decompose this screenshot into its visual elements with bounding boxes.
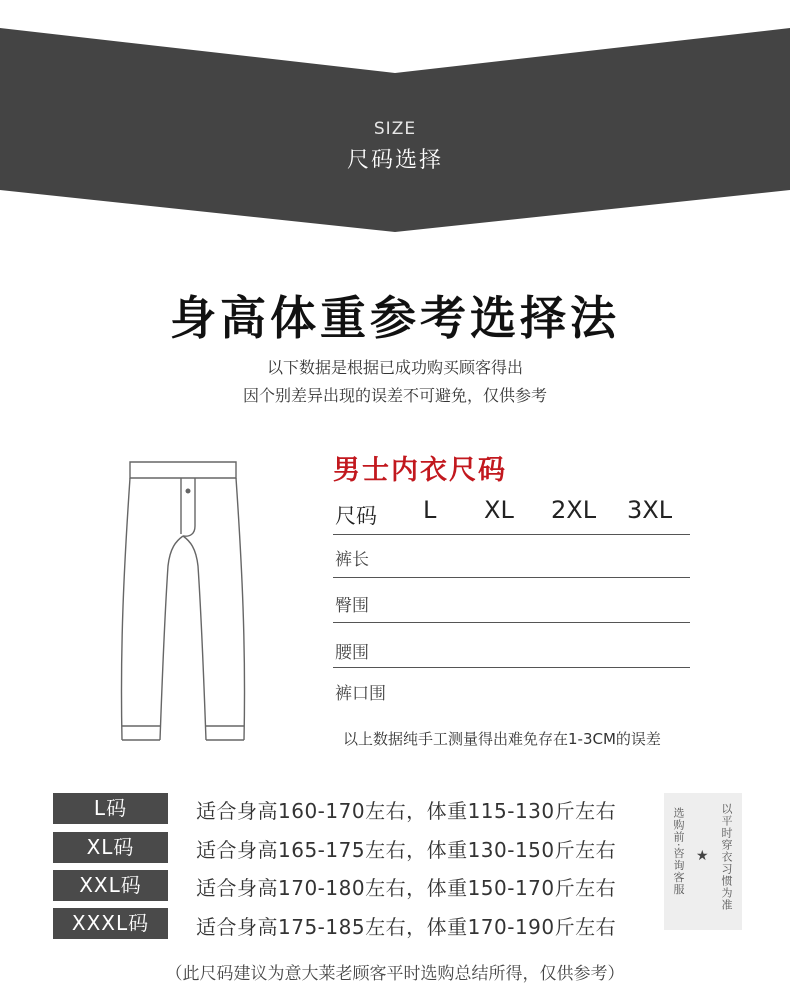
size-tag-XL: XL码	[53, 832, 168, 863]
long-johns-illustration	[118, 456, 248, 750]
size-chart-title: 男士内衣尺码	[333, 455, 507, 486]
header-2XL: 2XL	[551, 496, 597, 524]
measurement-note: 以上数据纯手工测量得出难免存在1-3CM的误差	[343, 730, 661, 748]
row-pants-length: 裤长	[335, 550, 369, 570]
size-desc-XXL: 适合身高170-180左右，体重150-170斤左右	[196, 876, 617, 900]
page-title: 身高体重参考选择法	[170, 291, 620, 345]
footer-note: （此尺码建议为意大莱老顾客平时选购总结所得，仅供参考）	[165, 964, 625, 984]
advice-consult: 选购前·咨询客服	[672, 807, 685, 896]
subtitle-line-1: 以下数据是根据已成功购买顾客得出	[266, 358, 523, 377]
advice-habit: 以平时穿衣习惯为准	[720, 803, 733, 911]
row-hip: 臀围	[335, 596, 369, 616]
banner-size-en: SIZE	[373, 119, 417, 139]
size-tag-XXXL: XXXL码	[53, 908, 168, 939]
banner-size-cn: 尺码选择	[346, 148, 443, 173]
star-icon: ★	[696, 848, 709, 864]
size-desc-XL: 适合身高165-175左右，体重130-150斤左右	[196, 838, 617, 862]
table-divider	[333, 622, 690, 623]
header-3XL: 3XL	[627, 496, 673, 524]
size-desc-L: 适合身高160-170左右，体重115-130斤左右	[196, 799, 617, 823]
row-cuff: 裤口围	[335, 684, 386, 704]
table-divider	[333, 577, 690, 578]
size-tag-XXL: XXL码	[53, 870, 168, 901]
table-divider	[333, 534, 690, 535]
header-L: L	[423, 496, 437, 524]
size-tag-L: L码	[53, 793, 168, 824]
size-desc-XXXL: 适合身高175-185左右，体重170-190斤左右	[196, 915, 617, 939]
header-XL: XL	[484, 496, 514, 524]
row-waist: 腰围	[335, 643, 369, 663]
advice-box	[664, 793, 742, 930]
table-divider	[333, 667, 690, 668]
subtitle-line-2: 因个别差异出现的误差不可避免，仅供参考	[242, 386, 547, 405]
header-size: 尺码	[335, 504, 377, 528]
